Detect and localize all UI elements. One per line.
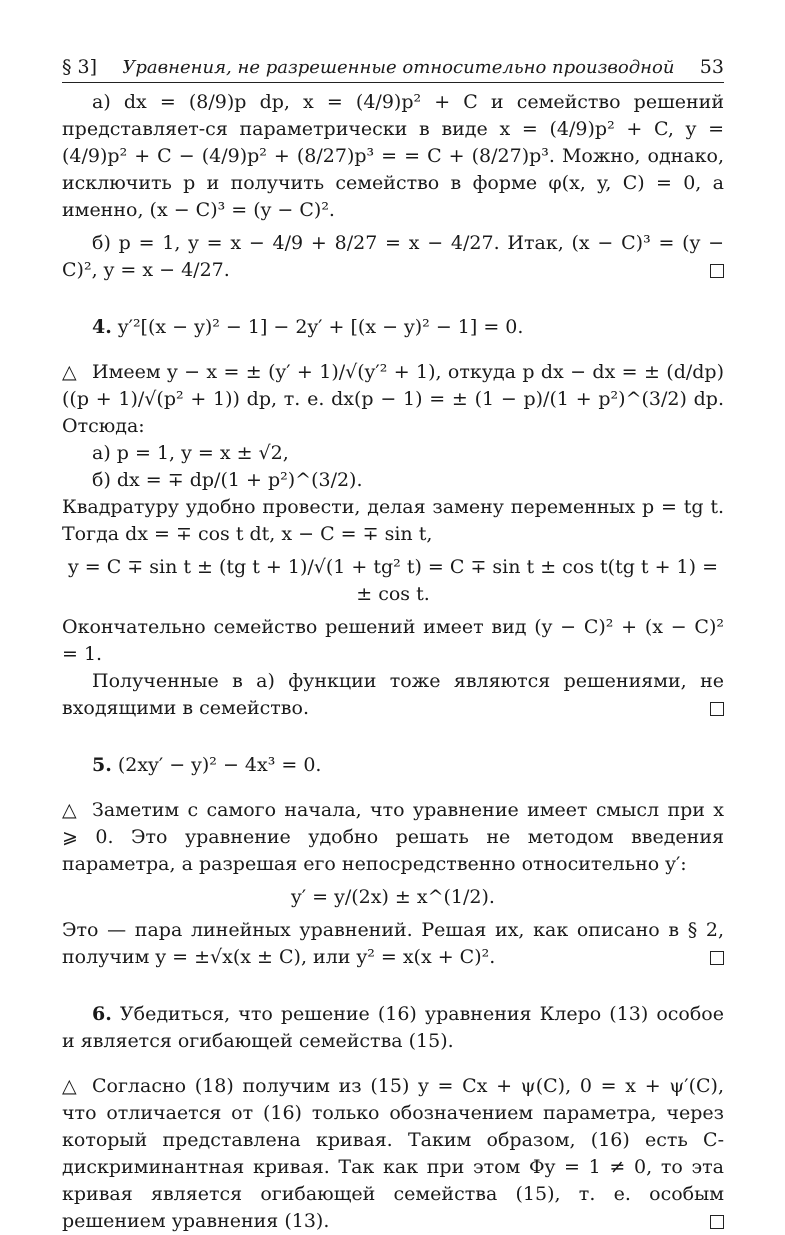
paragraph-case-b-previous: б) p = 1, y = x − 4/9 + 8/27 = x − 4/27. Итак, (x − C)³ = (y − C)², y = x − 4/27. <box>62 232 724 281</box>
problem-5-solution-2: Это — пара линейных уравнений. Решая их, как описано в § 2, получим y = ±√x(x ± C), или y² = x(x + C)². <box>62 919 724 968</box>
problem-number: 4. <box>92 316 112 338</box>
qed-symbol <box>710 1215 724 1229</box>
problem-6-statement: 6. Убедиться, что решение (16) уравнения Клеро (13) особое и является огибающей семейства (15). <box>62 1003 724 1052</box>
solution-triangle: △ <box>62 361 77 383</box>
page <box>62 56 724 1235</box>
problem-4-case-b: б) dx = ∓ dp/(1 + p²)^(3/2). <box>92 469 363 491</box>
section-ref: § 3] <box>62 56 98 78</box>
problem-4-solution-1: △ Имеем y − x = ± (y′ + 1)/√(y′² + 1), откуда p dx − dx = ± (d/dp)((p + 1)/√(p² + 1)) dp, т. е. dx(p − 1) = ± (1 − p)/(1 + p²)^(3/2) dp. Отсюда: <box>62 361 724 437</box>
problem-5-solution-1: △ Заметим с самого начала, что уравнение имеет смысл при x ⩾ 0. Это уравнение удобно решать не методом введения параметра, а разрешая его непосредственно относительно y′: <box>62 799 724 875</box>
problem-5-statement: 5. (2xy′ − y)² − 4x³ = 0. <box>92 754 322 776</box>
solution-triangle: △ <box>62 799 77 821</box>
problem-4-solution-2: Квадратуру удобно провести, делая замену переменных p = tg t. Тогда dx = ∓ cos t dt, x − C = ∓ sin t, <box>62 496 724 545</box>
problem-4-solution-4: Полученные в а) функции тоже являются решениями, не входящими в семейство. <box>62 670 724 719</box>
paragraph-case-a-previous: а) dx = (8/9)p dp, x = (4/9)p² + C и семейство решений представляет-ся параметрически в виде x = (4/9)p² + C, y = (4/9)p² + C − (4/9)p² + (8/27)p³ = = C + (8/27)p³. Можно, однако, исключить p и получить семейство в форме φ(x, y, C) = 0, а именно, (x − C)³ = (y − C)². <box>62 91 724 221</box>
problem-number: 6. <box>92 1003 112 1025</box>
qed-symbol <box>710 951 724 965</box>
problem-4-statement: 4. y′²[(x − y)² − 1] − 2y′ + [(x − y)² − 1] = 0. <box>92 316 524 338</box>
problem-4-case-a: а) p = 1, y = x ± √2, <box>92 442 289 464</box>
problem-5-display-formula: y′ = y/(2x) ± x^(1/2). <box>291 886 495 908</box>
qed-symbol <box>710 702 724 716</box>
running-header <box>62 56 724 83</box>
qed-symbol <box>710 264 724 278</box>
problem-4-display-formula: y = C ∓ sin t ± (tg t + 1)/√(1 + tg² t) = C ∓ sin t ± cos t(tg t + 1) = ± cos t. <box>67 556 719 605</box>
problem-number: 5. <box>92 754 112 776</box>
problem-4-solution-3: Окончательно семейство решений имеет вид (y − C)² + (x − C)² = 1. <box>62 616 724 665</box>
solution-triangle: △ <box>62 1075 77 1097</box>
header-title: Уравнения, не разрешенные относительно производной <box>122 57 675 78</box>
problem-6-solution: △ Согласно (18) получим из (15) y = Cx + ψ(C), 0 = x + ψ′(C), что отличается от (16) только обозначением параметра, через который представлена кривая. Таким образом, (16) есть C-дискриминантная кривая. Так как при этом Φy = 1 ≠ 0, то эта кривая является огибающей семейства (15), т. е. особым решением уравнения (13). <box>62 1075 724 1232</box>
page-number: 53 <box>699 56 724 78</box>
